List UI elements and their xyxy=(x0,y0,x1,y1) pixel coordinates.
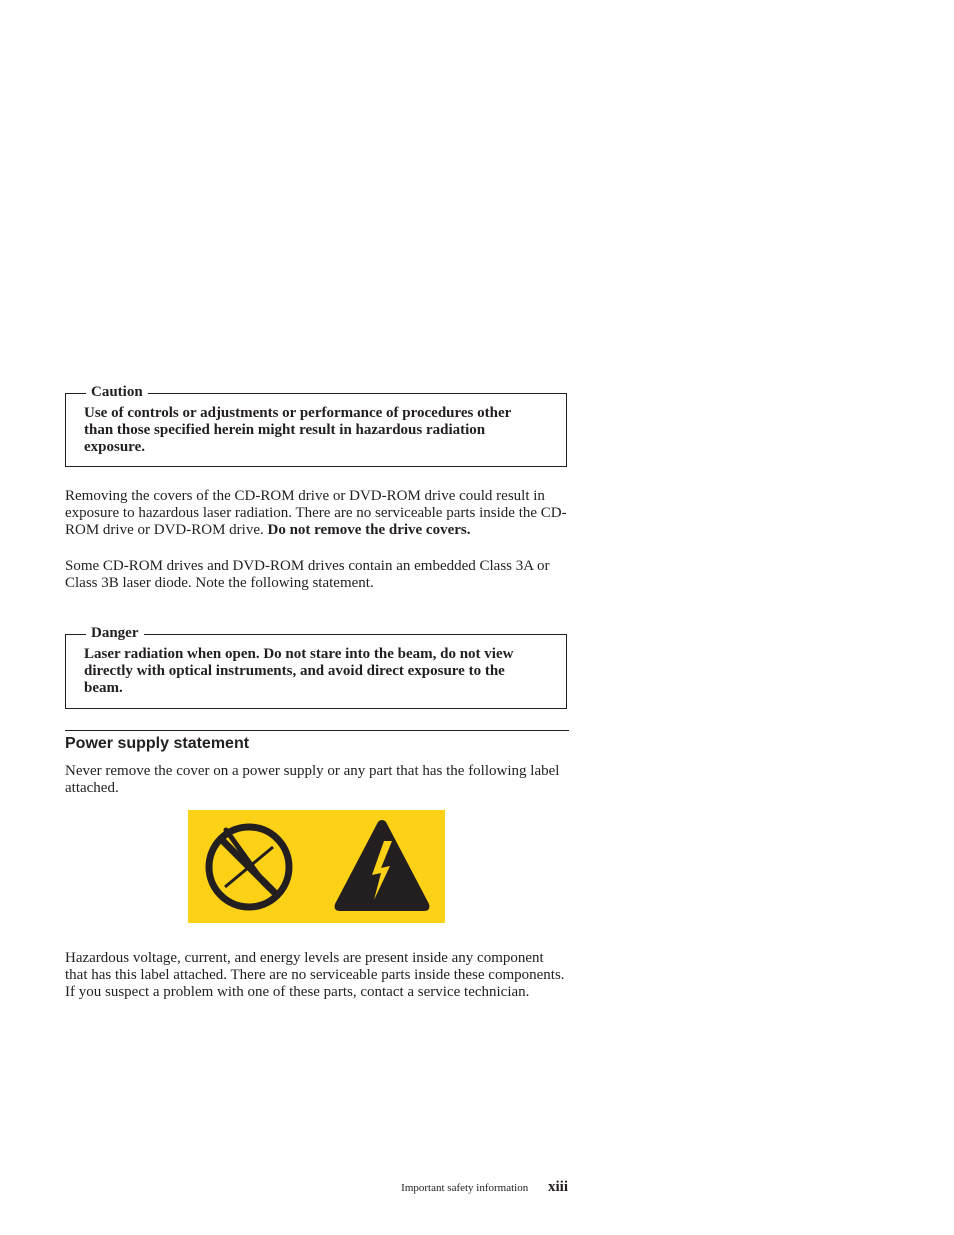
page-number: xiii xyxy=(547,1179,568,1195)
danger-notice xyxy=(65,625,567,709)
caution-notice xyxy=(65,384,567,467)
caution-label: Caution xyxy=(86,384,148,401)
power-intro-paragraph: Never remove the cover on a power supply or any part that has the following label attached. xyxy=(65,763,560,796)
page-footer xyxy=(401,1179,568,1197)
hazard-label-svg xyxy=(188,810,445,923)
footer-section-title: Important safety information xyxy=(401,1182,529,1194)
covers-bold-text: Do not remove the drive covers. xyxy=(267,522,471,538)
covers-paragraph xyxy=(65,488,569,539)
section-heading: Power supply statement xyxy=(65,735,250,752)
caution-text: Use of controls or adjustments or performance of procedures other than those specified herein might result in hazardous radiation exposure. xyxy=(84,405,512,455)
diode-paragraph: Some CD-ROM drives and DVD-ROM drives contain an embedded Class 3A or Class 3B laser diode. Note the following statement. xyxy=(65,558,550,591)
hazard-label-graphic xyxy=(188,810,445,923)
danger-text: Laser radiation when open. Do not stare into the beam, do not view directly with optical instruments, and avoid direct exposure to the beam. xyxy=(84,646,514,696)
danger-label: Danger xyxy=(86,625,144,642)
hazard-paragraph: Hazardous voltage, current, and energy levels are present inside any component that has this label attached. There are no serviceable parts inside these components. If you suspect a problem with one of these parts, contact a service technician. xyxy=(65,950,565,1000)
section-divider xyxy=(65,730,569,731)
covers-text: Removing the covers of the CD-ROM drive or DVD-ROM drive could result in exposure to hazardous laser radiation. There are no serviceable parts inside the CD-ROM drive or DVD-ROM drive. xyxy=(65,488,567,538)
